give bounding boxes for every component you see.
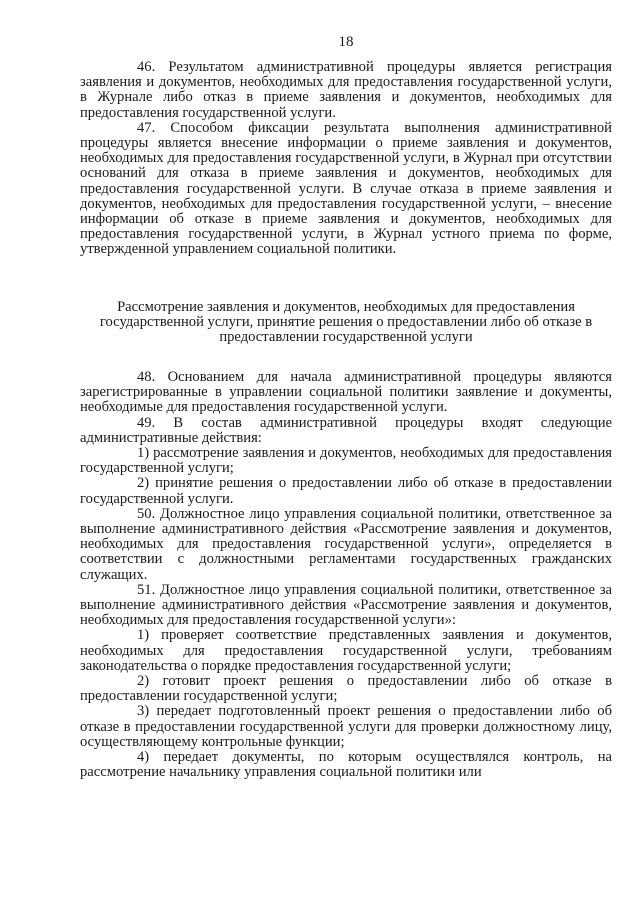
paragraph-51-item-3: 3) передает подготовленный проект решения о предоставлении либо об отказе в предоставлении государственной услуги для проверки должностному лицу, осуществляющему контрольные функции; <box>80 703 612 750</box>
paragraph-51-item-1: 1) проверяет соответствие представленных заявления и документов, необходимых для предоставления государственной услуги, требованиям законодательства о порядке предоставления государственной услуги; <box>80 627 612 674</box>
paragraph-47: 47. Способом фиксации результата выполнения административной процедуры является внесение информации о приеме заявления и документов, необходимых для предоставления государственной услуги, в Журнал при отсутствии оснований для отказа в приеме заявления и документов, необходимых для предоставления государственной услуги. В случае отказа в приеме заявления и документов, необходимых для предоставления государственной услуги, – внесение информации об отказе в приеме заявления и документов, необходимых для предоставления государственной услуги, в Журнал устного приема по форме, утвержденной управлением социальной политики. <box>80 119 612 258</box>
paragraph-49-item-2: 2) принятие решения о предоставлении либо об отказе в предоставлении государственной услуги. <box>80 475 612 507</box>
section-heading: Рассмотрение заявления и документов, необходимых для предоставления государственной услуги, принятие решения о предоставлении либо об отказе в предоставлении государственной услуги <box>99 299 593 346</box>
paragraph-46: 46. Результатом административной процедуры является регистрация заявления и документов, необходимых для предоставления государственной услуги, в Журнале либо отказ в приеме заявления и документов, необходимых для предоставления государственной услуги. <box>80 59 612 121</box>
paragraph-49: 49. В состав административной процедуры входят следующие административные действия: <box>80 414 612 446</box>
paragraph-48: 48. Основанием для начала административной процедуры являются зарегистрированные в управлении социальной политики заявление и документы, необходимые для предоставления государственной услуги. <box>80 369 612 416</box>
page-number: 18 <box>338 34 354 50</box>
bottom-paragraphs <box>80 370 612 780</box>
paragraph-51-item-4: 4) передает документы, по которым осуществлялся контроль, на рассмотрение начальнику управления социальной политики или <box>80 749 612 781</box>
paragraph-50: 50. Должностное лицо управления социальной политики, ответственное за выполнение административного действия «Рассмотрение заявления и документов, необходимых для предоставления государственной услуги», определяется в соответствии с должностными регламентами государственных гражданских служащих. <box>80 505 612 583</box>
paragraph-51-item-2: 2) готовит проект решения о предоставлении либо об отказе в предоставлении государственной услуги; <box>80 673 612 705</box>
paragraph-49-item-1: 1) рассмотрение заявления и документов, необходимых для предоставления государственной услуги; <box>80 445 612 477</box>
paragraph-51: 51. Должностное лицо управления социальной политики, ответственное за выполнение административного действия «Рассмотрение заявления и документов, необходимых для предоставления государственной услуги»: <box>80 581 612 629</box>
top-paragraphs <box>80 60 612 258</box>
